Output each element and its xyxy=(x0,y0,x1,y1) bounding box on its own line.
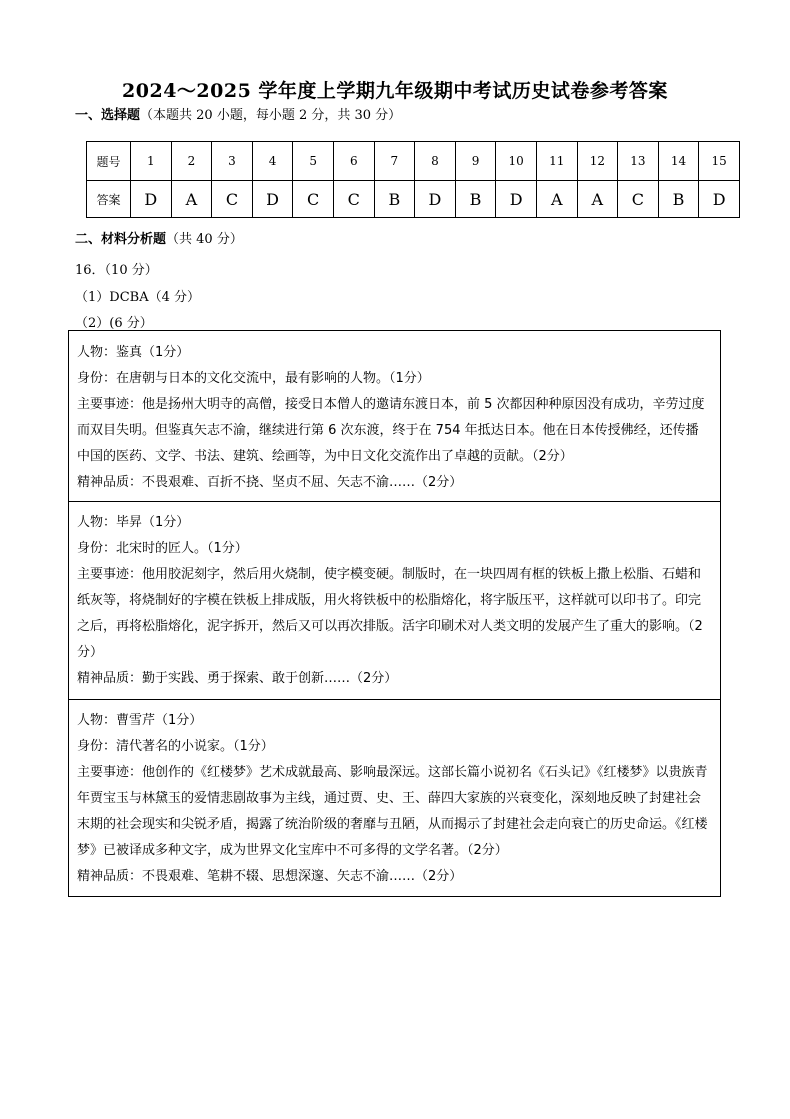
section2-heading xyxy=(75,228,243,247)
person-deeds: 主要事迹：他是扬州大明寺的高僧，接受日本僧人的邀请东渡日本，前 5 次都因种种原因没有成功，辛劳过度而双目失明。但鉴真矢志不渝，继续进行第 6 次东渡，终于在 754 年抵达日本。他在日本传授佛经，还传播中国的医药、文学、书法、建筑、绘画等，为中日文化交流作出了卓越的贡献。（2分） xyxy=(77,397,705,464)
table-cell-number: 1 xyxy=(131,142,172,181)
table-cell-number: 7 xyxy=(374,142,415,181)
table-cell-answer: C xyxy=(333,181,374,218)
table-cell-number: 15 xyxy=(699,142,740,181)
table-cell-answer: D xyxy=(496,181,537,218)
person-deeds: 主要事迹：他创作的《红楼梦》艺术成就最高、影响最深远。这部长篇小说初名《石头记》《红楼梦》以贵族青年贾宝玉与林黛玉的爱情悲剧故事为主线，通过贾、史、王、薛四大家族的兴衰变化，深刻地反映了封建社会末期的社会现实和尖锐矛盾，揭露了统治阶级的奢靡与丑陋，从而揭示了封建社会走向衰亡的历史命运。《红楼梦》已被译成多种文字，成为世界文化宝库中不可多得的文学名著。（2分） xyxy=(77,765,708,858)
table-cell-number: 5 xyxy=(293,142,334,181)
table-cell-answer: C xyxy=(212,181,253,218)
section1-title: 一、选择题 xyxy=(75,108,141,123)
q16-part1: （1）DCBA（4 分） xyxy=(75,290,200,305)
table-cell-answer: D xyxy=(131,181,172,218)
section2-title: 二、材料分析题 xyxy=(75,232,167,247)
table-cell-number: 3 xyxy=(212,142,253,181)
table-cell-answer: A xyxy=(577,181,618,218)
answer-table xyxy=(86,141,740,218)
table-cell-answer: B xyxy=(658,181,699,218)
person-card-caoxueqin xyxy=(68,699,721,897)
table-cell-answer: B xyxy=(374,181,415,218)
person-name: 人物：鉴真（1分） xyxy=(77,345,190,360)
table-cell-number: 11 xyxy=(536,142,577,181)
section1-heading xyxy=(75,104,401,123)
table-cell-answer: D xyxy=(252,181,293,218)
table-row-label-number: 题号 xyxy=(87,142,131,181)
table-cell-answer: A xyxy=(536,181,577,218)
table-cell-answer: A xyxy=(171,181,212,218)
person-card-bisheng xyxy=(68,501,721,700)
q16-header: 16．（10 分） xyxy=(75,263,158,278)
person-identity: 身份：在唐朝与日本的文化交流中，最有影响的人物。（1分） xyxy=(77,371,430,386)
person-name: 人物：毕昇（1分） xyxy=(77,515,190,530)
section2-note: （共 40 分） xyxy=(166,232,243,247)
q16-part2: （2）(6 分） xyxy=(75,316,153,331)
table-cell-number: 14 xyxy=(658,142,699,181)
table-cell-number: 9 xyxy=(455,142,496,181)
table-cell-number: 13 xyxy=(618,142,659,181)
table-row-label-answer: 答案 xyxy=(87,181,131,218)
person-name: 人物：曹雪芹（1分） xyxy=(77,713,203,728)
person-spirit: 精神品质：勤于实践、勇于探索、敢于创新……（2分） xyxy=(77,671,398,686)
person-deeds: 主要事迹：他用胶泥刻字，然后用火烧制，使字模变硬。制版时，在一块四周有框的铁板上撒上松脂、石蜡和纸灰等，将烧制好的字模在铁板上排成版，用火将铁板中的松脂熔化，将字版压平，这样就可以印书了。印完之后，再将松脂熔化，泥字拆开，然后又可以再次排版。活字印刷术对人类文明的发展产生了重大的影响。（2分） xyxy=(77,567,703,660)
person-card-jianzhen xyxy=(68,330,721,502)
answer-table-number-row xyxy=(87,142,740,181)
table-cell-answer: D xyxy=(699,181,740,218)
table-cell-number: 4 xyxy=(252,142,293,181)
table-cell-number: 8 xyxy=(415,142,456,181)
section1-note: （本题共 20 小题，每小题 2 分，共 30 分） xyxy=(140,108,402,123)
table-cell-answer: B xyxy=(455,181,496,218)
table-cell-number: 6 xyxy=(333,142,374,181)
table-cell-number: 2 xyxy=(171,142,212,181)
answer-table-answer-row xyxy=(87,181,740,218)
person-identity: 身份：北宋时的匠人。（1分） xyxy=(77,541,248,556)
table-cell-answer: C xyxy=(618,181,659,218)
table-cell-answer: D xyxy=(415,181,456,218)
table-cell-answer: C xyxy=(293,181,334,218)
table-cell-number: 12 xyxy=(577,142,618,181)
person-spirit: 精神品质：不畏艰难、百折不挠、坚贞不屈、矢志不渝……（2分） xyxy=(77,475,463,490)
page-title: 2024～2025 学年度上学期九年级期中考试历史试卷参考答案 xyxy=(122,80,668,102)
table-cell-number: 10 xyxy=(496,142,537,181)
person-identity: 身份：清代著名的小说家。（1分） xyxy=(77,739,274,754)
person-spirit: 精神品质：不畏艰难、笔耕不辍、思想深邃、矢志不渝……（2分） xyxy=(77,869,463,884)
